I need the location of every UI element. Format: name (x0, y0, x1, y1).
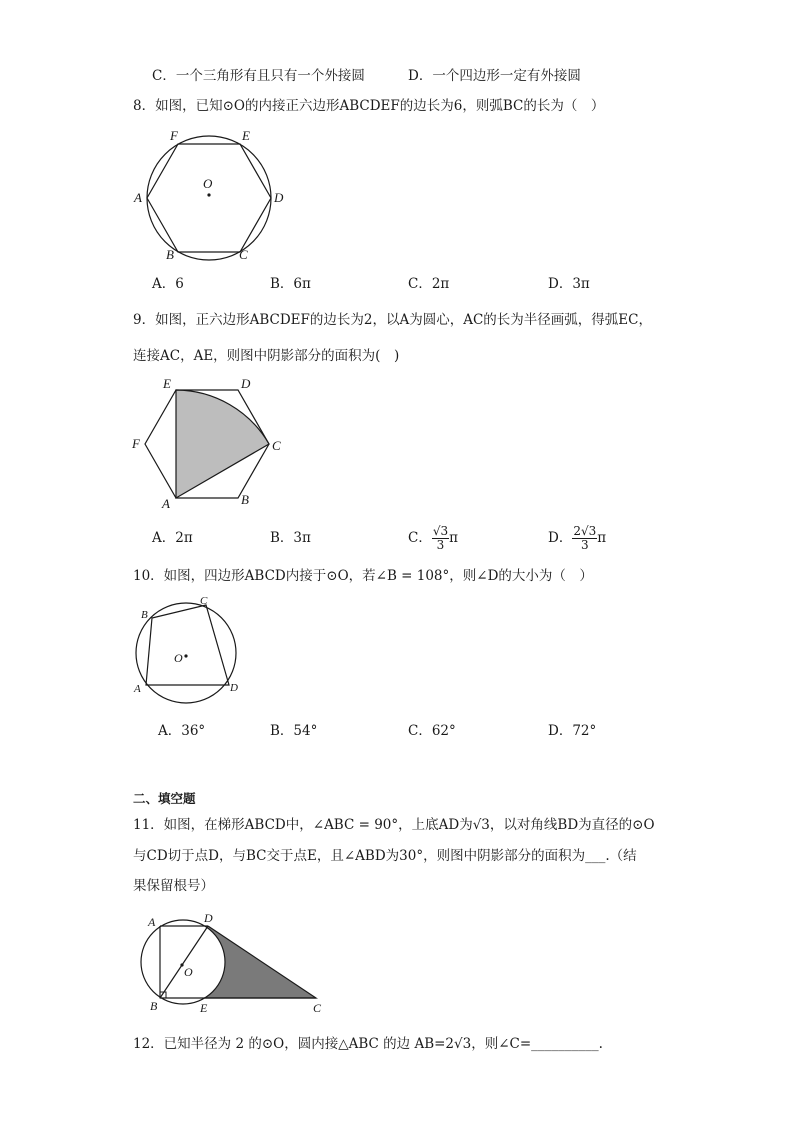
q10-option-c: C．62° (408, 723, 456, 739)
q11-label-A: A (148, 915, 156, 929)
q9-label-D: D (241, 376, 251, 391)
q9-option-c (408, 521, 458, 555)
q7-option-c: C．一个三角形有且只有一个外接圆 (152, 68, 365, 84)
q11-figure (130, 912, 330, 1018)
q8-label-C: C (239, 247, 248, 262)
q9-question-line1: 9．如图，正六边形ABCDEF的边长为2，以A为圆心，AC的长为半径画弧，得弧EC， (133, 312, 652, 328)
q9-label-A: A (162, 496, 170, 511)
q9-option-b: B．3π (270, 530, 311, 546)
q10-label-O: O (174, 651, 183, 665)
q8-label-A: A (134, 190, 142, 205)
q8-label-E: E (242, 128, 250, 143)
q8-question: 8．如图，已知⊙O的内接正六边形ABCDEF的边长为6，则弧BC的长为（ ） (133, 98, 605, 114)
q11-question-line1: 11．如图，在梯形ABCD中，∠ABC = 90°，上底AD为√3，以对角线BD为直径的⊙O (133, 817, 655, 833)
q9-shaded-sector (176, 390, 269, 498)
q10-option-b: B．54° (270, 723, 318, 739)
q8-option-c: C．2π (408, 276, 450, 292)
q11-label-C: C (313, 1001, 322, 1015)
q8-label-F: F (170, 128, 178, 143)
q9-option-c-suffix: π (449, 530, 458, 546)
q9-option-d-den: 3 (580, 538, 589, 552)
q8-label-B: B (166, 247, 174, 262)
q9-label-E: E (163, 376, 171, 391)
q11-circle (141, 920, 225, 1004)
q9-option-d-suffix: π (597, 530, 607, 546)
q10-question: 10．如图，四边形ABCD内接于⊙O，若∠B = 108°，则∠D的大小为（ ） (133, 568, 593, 584)
q10-label-D: D (230, 682, 238, 694)
q10-center-dot (184, 654, 187, 657)
q9-figure (130, 376, 290, 512)
q9-option-c-den: 3 (436, 538, 445, 552)
q8-option-d: D．3π (548, 276, 590, 292)
q10-label-B: B (141, 609, 148, 621)
q10-quadrilateral (146, 605, 229, 685)
q9-option-a: A．2π (152, 530, 193, 546)
q9-question-line2: 连接AC，AE，则图中阴影部分的面积为( ) (133, 348, 400, 364)
q8-hexagon (147, 144, 271, 252)
q9-label-F: F (132, 436, 140, 451)
q10-option-a: A．36° (158, 723, 206, 739)
q8-label-D: D (274, 190, 284, 205)
q8-center-dot (207, 193, 210, 196)
q8-label-O: O (203, 176, 213, 191)
q8-circle (147, 136, 271, 260)
q10-figure (130, 594, 246, 698)
q9-option-d-num: 2√3 (573, 524, 597, 538)
q8-option-b: B．6π (270, 276, 311, 292)
q9-option-c-fraction (432, 525, 449, 552)
q10-label-C: C (200, 595, 208, 607)
q10-label-A: A (134, 683, 141, 695)
q11-question-line3: 果保留根号） (133, 878, 214, 894)
q11-label-B: B (150, 999, 158, 1013)
q8-option-a: A．6 (152, 276, 184, 292)
q9-option-c-num: √3 (432, 524, 449, 538)
q12-question: 12．已知半径为 2 的⊙O，圆内接△ABC 的边 AB=2√3，则∠C=__________. (133, 1036, 603, 1052)
q11-label-E: E (200, 1001, 208, 1015)
q7-option-d: D．一个四边形一定有外接圆 (408, 68, 581, 84)
q9-option-d (548, 521, 606, 555)
q11-label-D: D (204, 911, 213, 925)
q9-option-d-prefix: D． (548, 530, 573, 546)
section-title-fill-in: 二、填空题 (133, 791, 196, 806)
q9-label-C: C (272, 438, 281, 453)
q11-label-O: O (184, 965, 193, 979)
q10-option-d: D．72° (548, 723, 597, 739)
q11-question-line2: 与CD切于点D，与BC交于点E，且∠ABD为30°，则图中阴影部分的面积为___.（结 (133, 848, 637, 864)
q10-circle (136, 603, 236, 703)
q9-label-B: B (241, 492, 249, 507)
q9-option-c-prefix: C． (408, 530, 432, 546)
q8-figure (130, 126, 290, 266)
q9-option-d-fraction (572, 525, 597, 552)
